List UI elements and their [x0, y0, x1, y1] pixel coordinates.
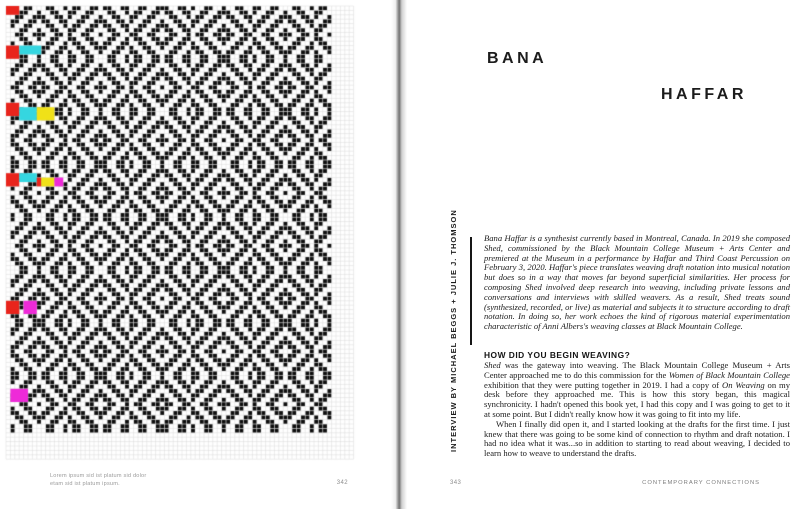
- page-number-right: 343: [450, 480, 462, 486]
- running-footer: CONTEMPORARY CONNECTIONS: [642, 480, 760, 486]
- page-title-line2: HAFFAR: [661, 86, 747, 103]
- intro-rule: [470, 237, 472, 345]
- spine-gutter: [391, 0, 407, 509]
- interview-credit-vertical: INTERVIEW BY MICHAEL BEGGS + JULIE J. THOMSON: [449, 209, 458, 452]
- image-caption-line2: etam sid ist platum ipsum.: [50, 481, 120, 488]
- weaving-draft-image: [0, 0, 397, 462]
- intro-paragraph: Bana Haffar is a synthesist currently based in Montreal, Canada. In 2019 she composed Shed, commissioned by the Black Mountain College Museum + Arts Center and premiered at the Museum in a performance by Haffar and Third Coast Percussion on February 3, 2020. Haffar's piece translates weaving draft notation into musical notation but does so in a way that moves far beyond superficial similarities. Her process for composing Shed involved deep research into weaving, including private lessons and conversations and interviews with skilled weavers. As a result, Shed treats sound (synthesized, recorded, or live) as material and subjects it to structure according to draft notation. In doing so, her work echoes the kind of rigorous material experimentation characteristic of Anni Albers's weaving classes at Black Mountain College.: [484, 233, 790, 332]
- interview-paragraph-1: Shed was the gateway into weaving. The Black Mountain College Museum + Arts Center approached me to do this commission for the Women of Black Mountain College exhibition that they were putting together in 2019. I had a copy of On Weaving on my desk before they approached me. This is how this story began, this magical synchronicity. I hadn't opened this book yet, I had this copy and I was going to get to it at some point. But I didn't really know how it was going to fit into my life.: [484, 360, 790, 419]
- image-caption: [50, 472, 190, 488]
- page-number-left: 342: [336, 480, 348, 486]
- image-caption-line1: Lorem ipsum sid ist platum sid dolor: [50, 473, 147, 479]
- interview-body: [484, 361, 790, 459]
- interview-paragraph-2: When I finally did open it, and I started looking at the drafts for the first time. I just knew that there was going to be some kind of connection to rhythm and draft notation. I had no idea what it was...so in addition to starting to read about weaving, I decided to learn how to weave to understand the drafts.: [484, 418, 790, 459]
- page-title-line1: BANA: [487, 50, 548, 67]
- section-heading: HOW DID YOU BEGIN WEAVING?: [484, 350, 631, 360]
